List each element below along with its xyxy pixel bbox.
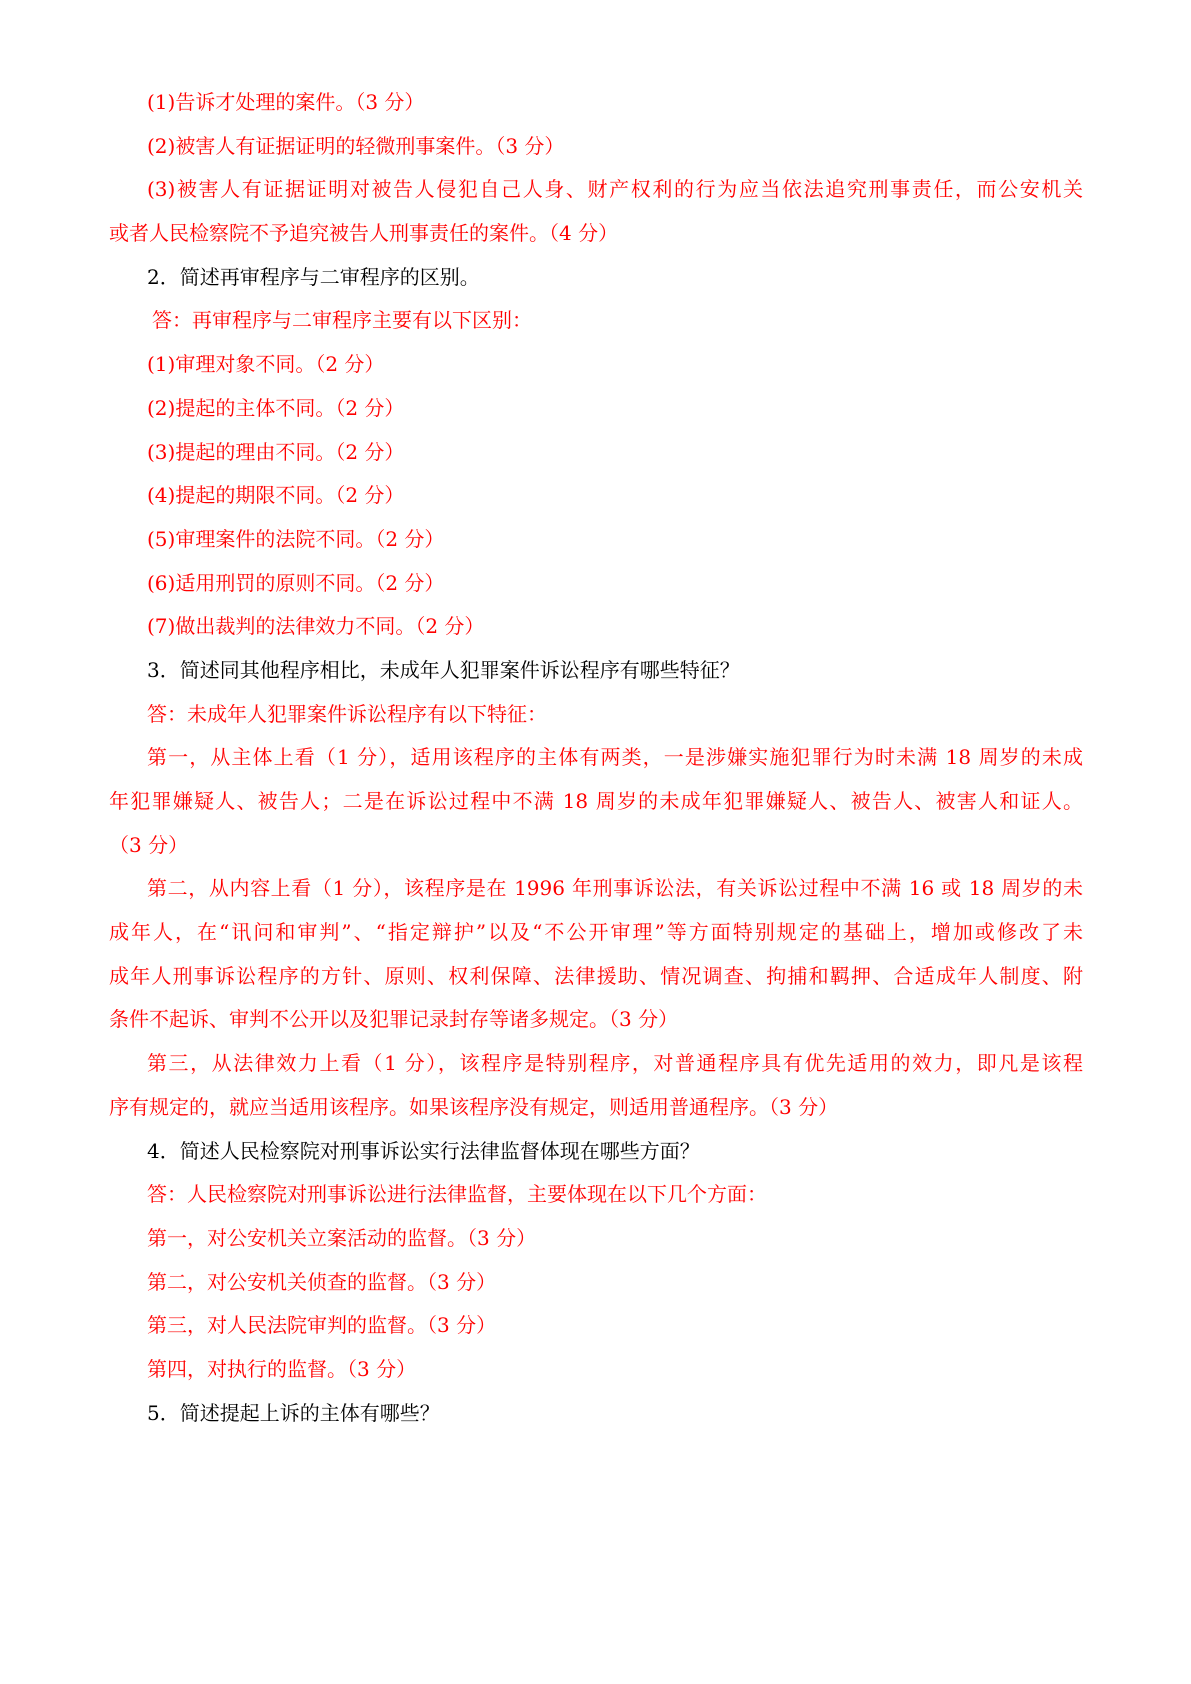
q1-answer-point-2: (2)被害人有证据证明的轻微刑事案件。（3 分） <box>147 133 565 158</box>
q3-answer-point-1-line-1: 第一，从主体上看（1 分），适用该程序的主体有两类，一是涉嫌实施犯罪行为时未满 18 周岁的未成 <box>147 745 1083 770</box>
q3-answer-point-3-line-2: 序有规定的，就应当适用该程序。如果该程序没有规定，则适用普通程序。（3 分） <box>109 1094 839 1119</box>
q3-answer-point-2-line-4: 条件不起诉、审判不公开以及犯罪记录封存等诸多规定。（3 分） <box>109 1007 679 1032</box>
q1-answer-point-3-line-2: 或者人民检察院不予追究被告人刑事责任的案件。（4 分） <box>109 221 619 246</box>
q2-answer-point-6: (6)适用刑罚的原则不同。（2 分） <box>147 570 445 595</box>
q2-question: 2．简述再审程序与二审程序的区别。 <box>147 264 480 289</box>
q3-answer-point-3-line-1: 第三，从法律效力上看（1 分），该程序是特别程序，对普通程序具有优先适用的效力，即凡是该程 <box>147 1051 1083 1076</box>
q1-answer-point-3-line-1: (3)被害人有证据证明对被告人侵犯自己人身、财产权利的行为应当依法追究刑事责任，而公安机关 <box>147 177 1083 202</box>
q2-answer-point-1: (1)审理对象不同。（2 分） <box>147 352 385 377</box>
document-page-text <box>109 81 1083 1435</box>
q3-answer-point-2-line-1: 第二，从内容上看（1 分），该程序是在 1996 年刑事诉讼法，有关诉讼过程中不满 16 或 18 周岁的未 <box>147 876 1083 901</box>
q4-answer-point-1: 第一，对公安机关立案活动的监督。（3 分） <box>147 1225 537 1250</box>
q3-answer-point-1-line-3: （3 分） <box>109 832 189 857</box>
q4-answer-point-4: 第四，对执行的监督。（3 分） <box>147 1356 417 1381</box>
q3-answer-point-1-line-2: 年犯罪嫌疑人、被告人；二是在诉讼过程中不满 18 周岁的未成年犯罪嫌疑人、被告人、被害人和证人。 <box>109 789 1083 813</box>
q2-answer-point-2: (2)提起的主体不同。（2 分） <box>147 395 405 420</box>
q3-answer-point-2-line-3: 成年人刑事诉讼程序的方针、原则、权利保障、法律援助、情况调查、拘捕和羁押、合适成年人制度、附 <box>109 963 1083 988</box>
q4-answer-point-2: 第二，对公安机关侦查的监督。（3 分） <box>147 1269 497 1294</box>
q2-answer-point-4: (4)提起的期限不同。（2 分） <box>147 483 405 508</box>
q3-question: 3．简述同其他程序相比，未成年人犯罪案件诉讼程序有哪些特征？ <box>147 657 740 682</box>
q2-answer-point-7: (7)做出裁判的法律效力不同。（2 分） <box>147 614 485 639</box>
q2-answer-point-5: (5)审理案件的法院不同。（2 分） <box>147 526 445 551</box>
q2-answer-intro: 答：再审程序与二审程序主要有以下区别： <box>152 308 532 333</box>
q3-answer-intro: 答：未成年人犯罪案件诉讼程序有以下特征： <box>147 701 547 726</box>
q1-answer-point-1: (1)告诉才处理的案件。（3 分） <box>147 90 425 114</box>
q2-answer-point-3: (3)提起的理由不同。（2 分） <box>147 439 405 464</box>
q5-question: 5．简述提起上诉的主体有哪些？ <box>147 1400 440 1425</box>
q4-answer-point-3: 第三，对人民法院审判的监督。（3 分） <box>147 1313 497 1338</box>
q3-answer-point-2-line-2: 成年人，在“讯问和审判”、“指定辩护”以及“不公开审理”等方面特别规定的基础上，增加或修改了未 <box>109 920 1083 945</box>
q4-question: 4．简述人民检察院对刑事诉讼实行法律监督体现在哪些方面？ <box>147 1138 700 1163</box>
q4-answer-intro: 答：人民检察院对刑事诉讼进行法律监督，主要体现在以下几个方面： <box>147 1182 767 1207</box>
